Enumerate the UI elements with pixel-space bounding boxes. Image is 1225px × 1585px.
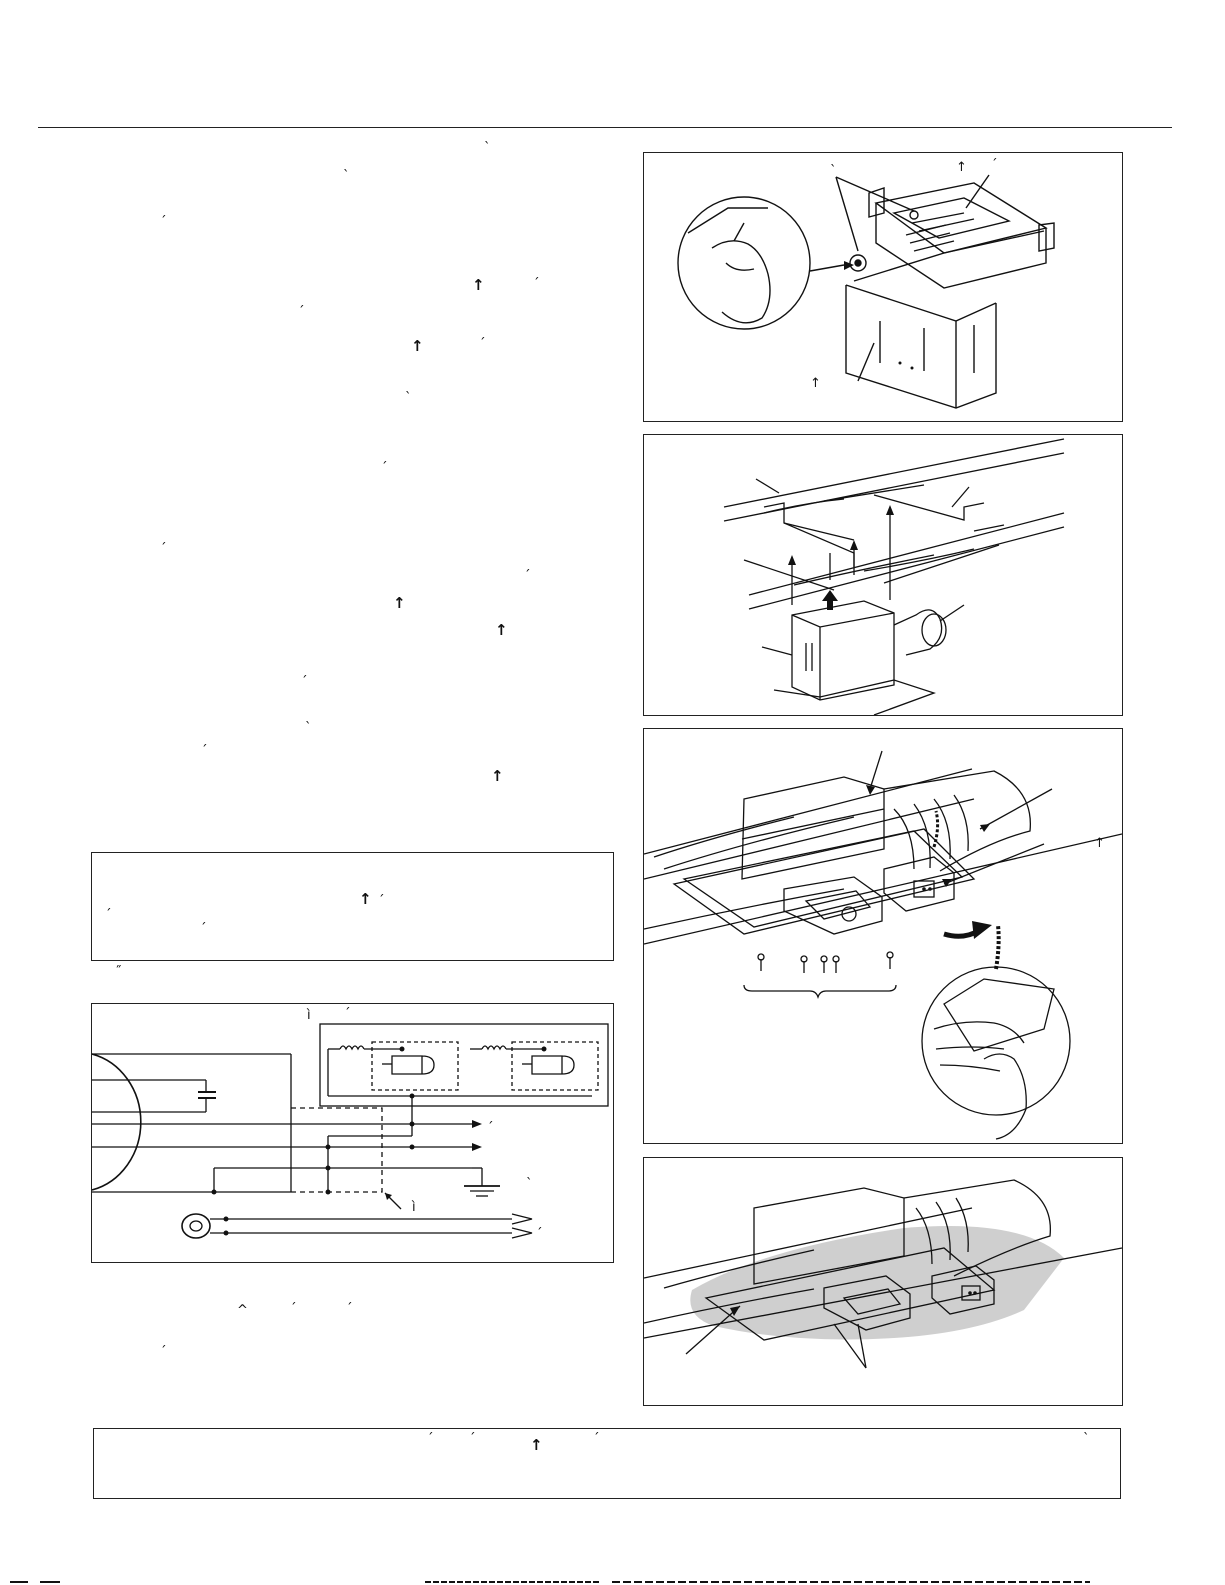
up-arrow-mark: ↑	[495, 621, 508, 639]
text-mark: ˊ	[301, 675, 308, 690]
note-box	[91, 852, 614, 961]
text-mark: ˊ	[469, 1432, 476, 1447]
up-arrow-mark: ↑	[530, 1436, 543, 1454]
wiring-connection-figure	[643, 728, 1123, 1144]
diagram-mark: ì	[307, 1008, 311, 1023]
text-mark: ˊ	[524, 569, 531, 584]
text-mark: ^	[237, 1303, 248, 1318]
up-arrow-mark: ↑	[491, 767, 504, 785]
text-mark: ˊ	[200, 922, 207, 937]
finished-installation-svg	[644, 1158, 1122, 1405]
header-rule	[38, 127, 1172, 128]
figure-mark: ↑	[810, 376, 821, 391]
bottom-note-box	[93, 1428, 1121, 1499]
diagram-mark: ˋ	[526, 1177, 533, 1192]
text-mark: ˋ	[305, 721, 312, 736]
diagram-mark: ì	[412, 1200, 416, 1215]
text-mark: ˊ	[479, 337, 486, 352]
diagram-mark: ˊ	[344, 1007, 351, 1022]
text-mark: ˊ	[160, 1345, 167, 1360]
fan-housing-figure	[643, 152, 1123, 422]
text-mark: ˊ	[105, 908, 112, 923]
footer-strip	[0, 1576, 1225, 1585]
joist-installation-svg	[644, 435, 1122, 715]
figure-mark: ↑	[1094, 836, 1105, 851]
text-mark: ˊ	[427, 1432, 434, 1447]
text-mark: ˊ	[381, 461, 388, 476]
joist-installation-figure	[643, 434, 1123, 716]
text-mark: ˊ	[533, 277, 540, 292]
diagram-mark: ˊ	[487, 1121, 494, 1136]
text-mark: ˊ	[346, 1302, 353, 1317]
text-mark: ˋ	[405, 391, 412, 406]
up-arrow-mark: ↑	[393, 594, 406, 612]
text-mark: ˊ	[160, 542, 167, 557]
wiring-connection-svg	[644, 729, 1122, 1143]
text-mark: ˊ	[160, 215, 167, 230]
text-mark: ˋ	[1083, 1432, 1090, 1447]
text-mark: ˝	[115, 965, 122, 980]
text-mark: ˊ	[201, 744, 208, 759]
figure-mark: ˊ	[991, 158, 998, 173]
diagram-mark: ˊ	[536, 1227, 543, 1242]
text-mark: ˊ	[593, 1432, 600, 1447]
up-arrow-mark: ↑	[359, 890, 372, 908]
wiring-diagram-svg	[92, 1004, 613, 1262]
figure-mark: ˋ	[830, 164, 837, 179]
text-mark: ˊ	[298, 305, 305, 320]
text-mark: ˋ	[484, 141, 491, 156]
fan-housing-svg	[644, 153, 1122, 421]
up-arrow-mark: ↑	[472, 276, 485, 294]
text-mark: ˊ	[290, 1302, 297, 1317]
finished-installation-figure	[643, 1157, 1123, 1406]
figure-mark: ↑	[956, 160, 967, 175]
text-mark: ˋ	[343, 169, 350, 184]
wiring-diagram	[91, 1003, 614, 1263]
text-mark: ˊ	[378, 894, 385, 909]
up-arrow-mark: ↑	[411, 337, 424, 355]
